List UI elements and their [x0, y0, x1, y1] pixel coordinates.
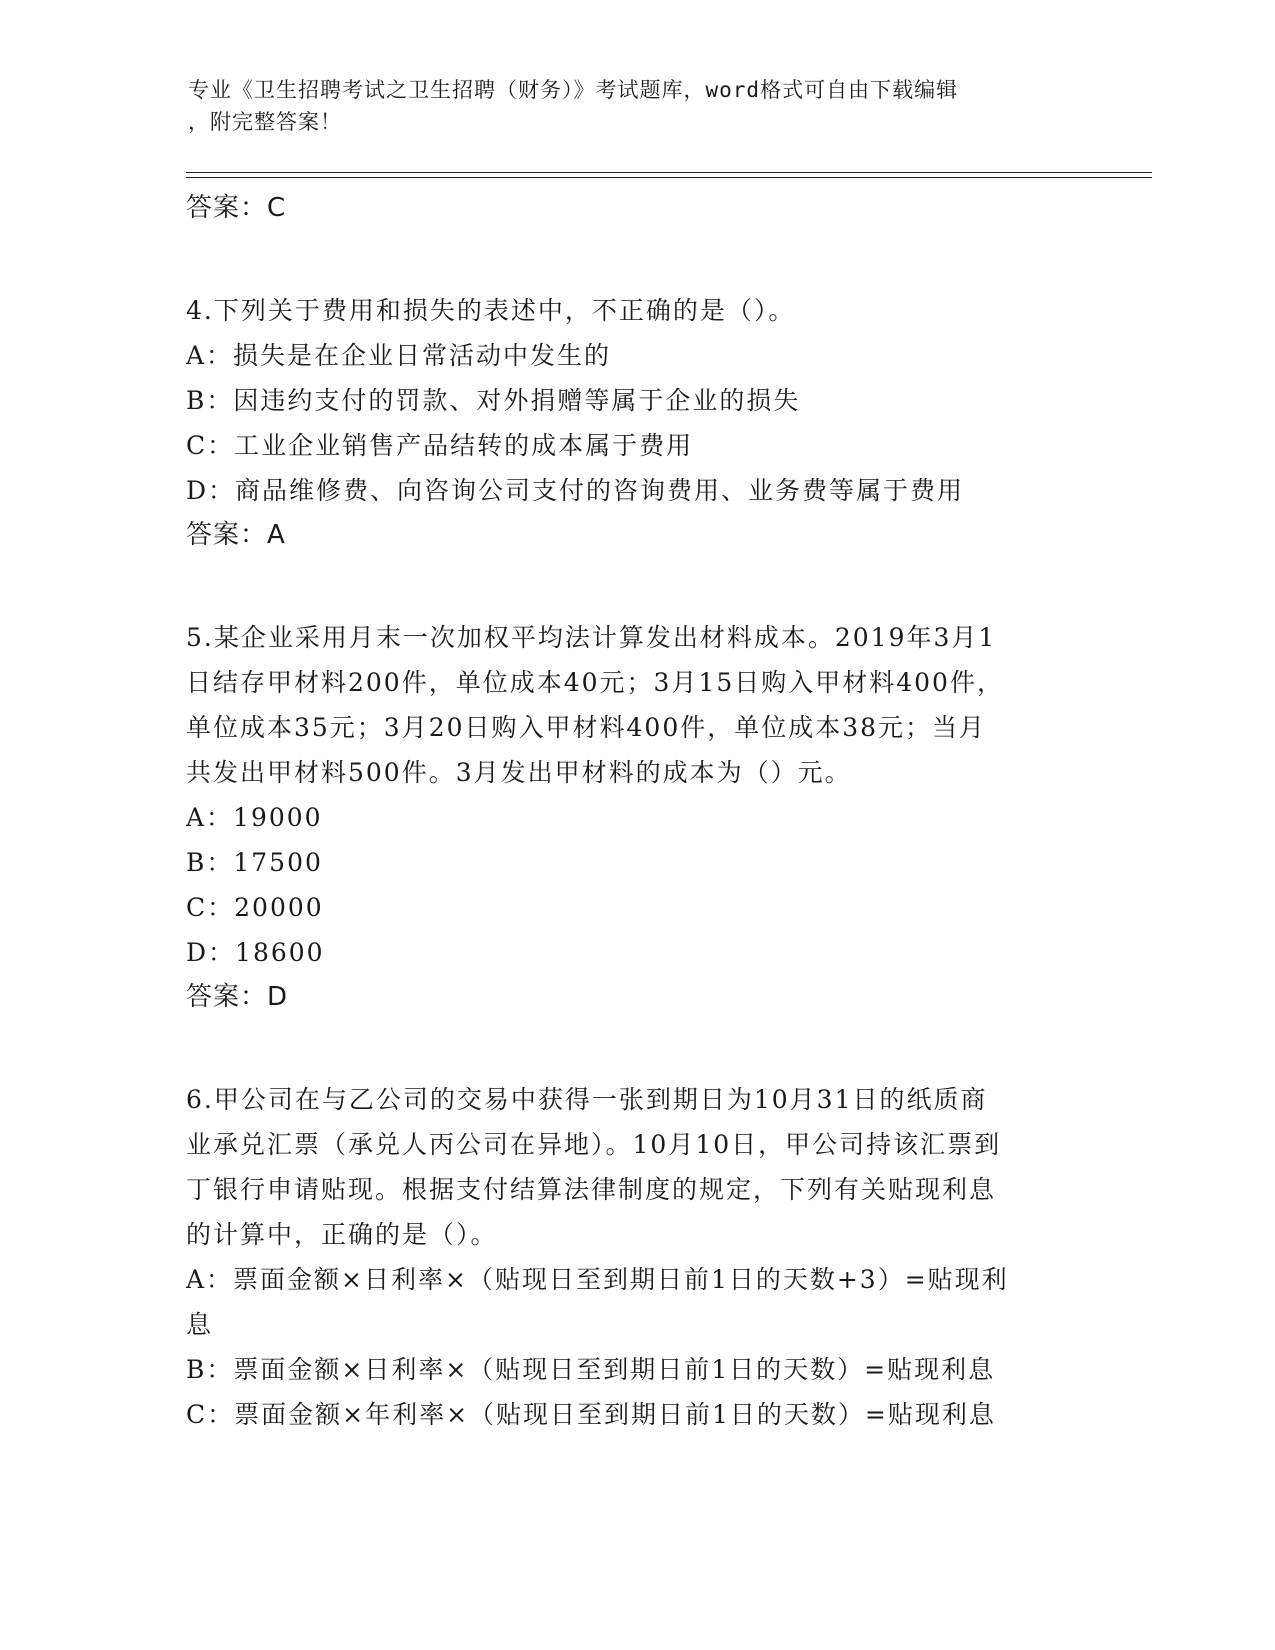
question-6 — [186, 1077, 1086, 1437]
option-b: B：17500 — [186, 848, 323, 877]
question-stem-line: 5.某企业采用月末一次加权平均法计算发出材料成本。2019年3月1 — [186, 623, 997, 652]
question-stem-line: 单位成本35元；3月20日购入甲材料400件，单位成本38元；当月 — [186, 713, 987, 742]
question-stem-line: 6.甲公司在与乙公司的交易中获得一张到期日为10月31日的纸质商 — [186, 1085, 988, 1114]
answer-q4: 答案：A — [186, 520, 286, 550]
option-c: C：票面金额×年利率×（贴现日至到期日前1日的天数）=贴现利息 — [186, 1400, 996, 1429]
option-a: A：损失是在企业日常活动中发生的 — [186, 341, 612, 370]
option-d: D：商品维修费、向咨询公司支付的咨询费用、业务费等属于费用 — [186, 476, 965, 505]
option-b: B：因违约支付的罚款、对外捐赠等属于企业的损失 — [186, 386, 801, 415]
header-divider-top — [186, 172, 1152, 173]
question-stem-line: 的计算中，正确的是（）。 — [186, 1220, 498, 1249]
question-4 — [186, 288, 1086, 557]
option-a: A：票面金额×日利率×（贴现日至到期日前1日的天数+3）=贴现利 — [186, 1265, 1009, 1294]
option-c: C：工业企业销售产品结转的成本属于费用 — [186, 431, 694, 460]
header-line-1: 专业《卫生招聘考试之卫生招聘（财务）》考试题库，word格式可自由下载编辑 — [188, 78, 959, 102]
answer-q3: 答案：C — [186, 193, 287, 223]
answer-q5: 答案：D — [186, 982, 289, 1012]
header-line-2: ，附完整答案！ — [188, 110, 342, 134]
option-c: C：20000 — [186, 893, 324, 922]
option-a-continued: 息 — [186, 1310, 214, 1339]
question-stem-line: 共发出甲材料500件。3月发出甲材料的成本为（）元。 — [186, 758, 852, 787]
question-stem-line: 丁银行申请贴现。根据支付结算法律制度的规定，下列有关贴现利息 — [186, 1175, 997, 1204]
document-header — [188, 74, 1068, 138]
option-a: A：19000 — [186, 803, 323, 832]
question-stem-line: 业承兑汇票（承兑人丙公司在异地）。10月10日，甲公司持该汇票到 — [186, 1130, 1002, 1159]
option-b: B：票面金额×日利率×（贴现日至到期日前1日的天数）=贴现利息 — [186, 1355, 996, 1384]
question-list — [186, 186, 1086, 1437]
question-5 — [186, 615, 1086, 1019]
header-divider-bottom — [186, 177, 1152, 178]
option-d: D：18600 — [186, 938, 325, 967]
question-stem-line: 日结存甲材料200件，单位成本40元；3月15日购入甲材料400件， — [186, 668, 1004, 697]
question-stem: 4.下列关于费用和损失的表述中，不正确的是（）。 — [186, 296, 796, 325]
